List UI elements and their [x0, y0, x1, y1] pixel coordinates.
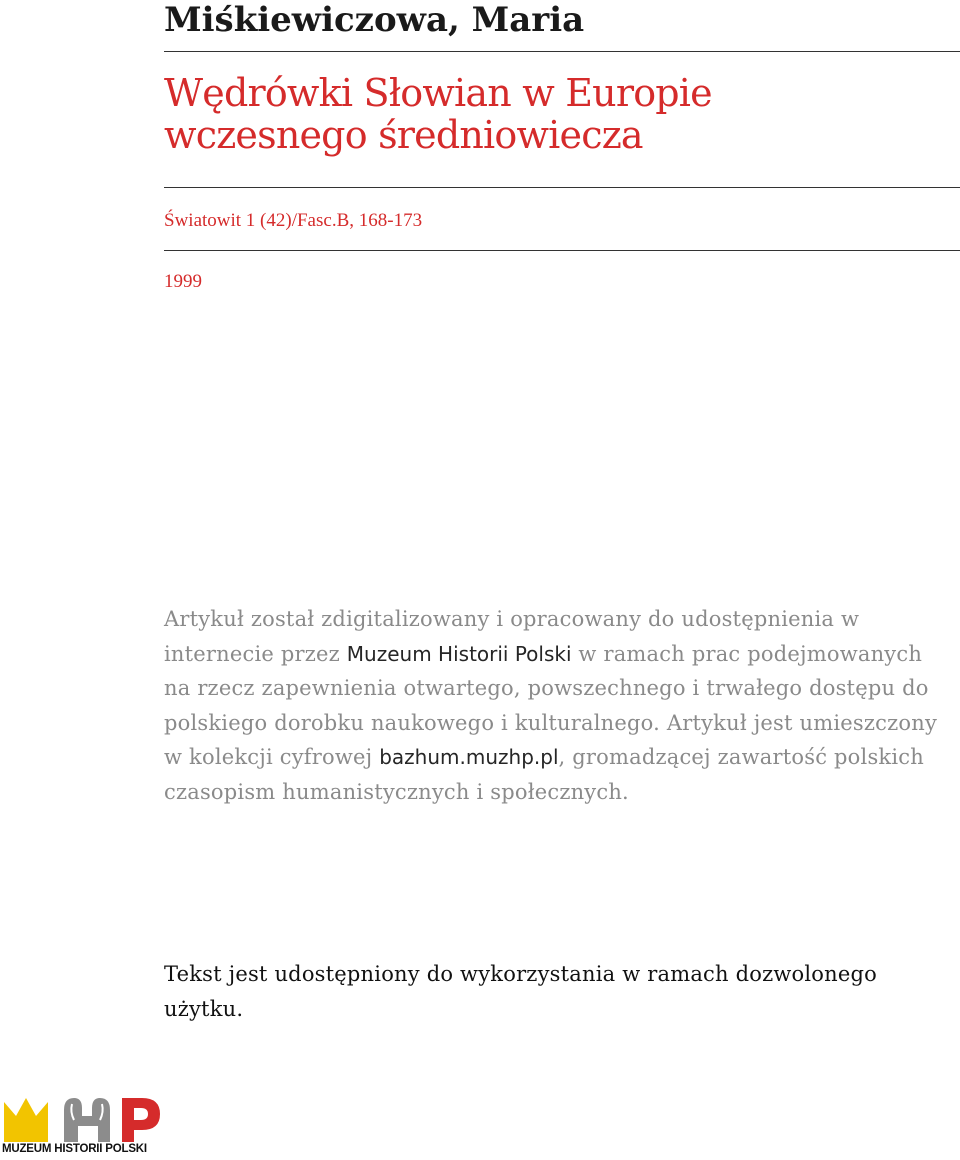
author-name: Miśkiewiczowa, Maria [164, 0, 585, 40]
divider-top [164, 51, 960, 52]
note-text-1: Artykuł został zdigitalizowany i opracowany do udostępnienia w internecie przez [164, 607, 860, 666]
article-title: Wędrówki Słowian w Europie wczesnego średniowiecza [164, 71, 712, 157]
note-text-3: , gromadzącej zawartość polskich czasopism humanistycznych i społecznych. [164, 745, 924, 804]
license-note: Tekst jest udostępniony do wykorzystania w ramach dozwolonego użytku. [164, 962, 877, 1021]
note-text-2: w ramach prac podejmowanych na rzecz zapewnienia otwartego, powszechnego i trwałego dostępu do polskiego dorobku naukowego i kulturalnego. Artykuł jest umieszczony w kolekcji cyfrowej [164, 641, 938, 769]
museum-name: Muzeum Historii Polski [346, 641, 572, 666]
source-citation: Światowit 1 (42)/Fasc.B, 168-173 [164, 210, 423, 231]
publication-year: 1999 [164, 271, 202, 292]
museum-logo-label: MUZEUM HISTORII POLSKI [2, 1143, 147, 1155]
divider-bottom [164, 250, 960, 251]
site-link[interactable]: bazhum.muzhp.pl [379, 745, 559, 769]
digitization-note [164, 602, 954, 809]
divider-middle [164, 187, 960, 188]
